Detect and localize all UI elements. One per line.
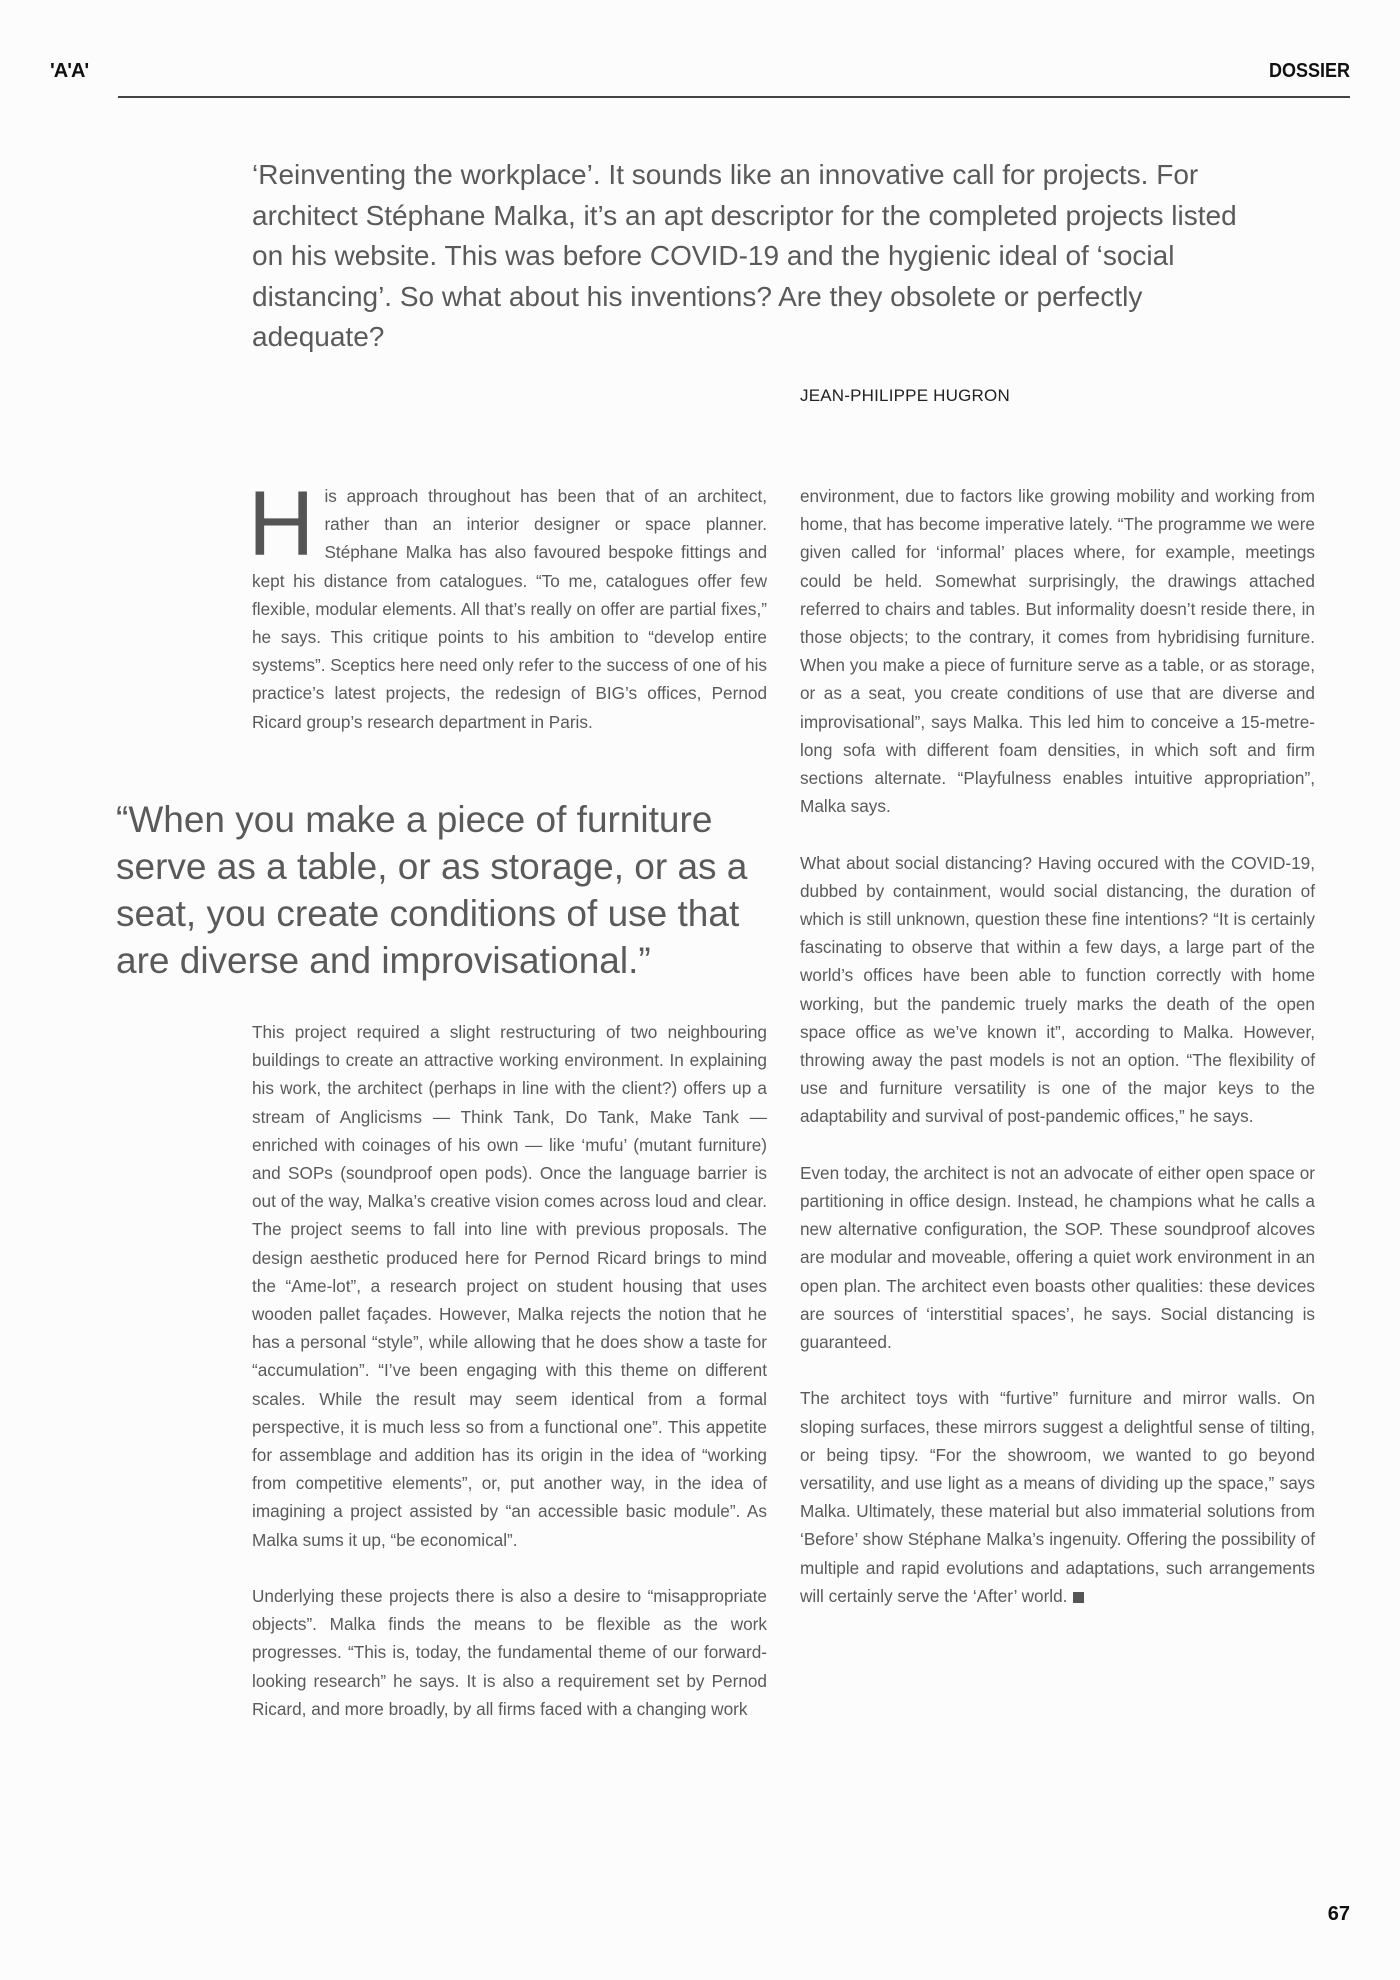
body-paragraph: environment, due to factors like growing mobility and working from home, that has become imperative lately. “The programme we were given called for ‘informal’ places where, for example, meetings could be held. Somewhat surprisingly, the drawings attached referred to chairs and tables. But informality doesn’t reside there, in those objects; to the contrary, it comes from hybridising furniture. When you make a piece of furniture serve as a table, or as storage, or as a seat, you create conditions of use that are diverse and improvisational”, says Malka. This led him to conceive a 15-metre-long sofa with different foam densities, in which soft and firm sections alternate. “Playfulness enables intuitive appropriation”, Malka says.	[800, 486, 1315, 817]
left-column-bottom	[252, 1018, 767, 1751]
body-paragraph: What about social distancing? Having occured with the COVID-19, dubbed by containment, would social distancing, the duration of which is still unknown, question these fine intentions? “It is certainly fascinating to observe that within a few days, a large part of the world’s offices have been able to function correctly with home working, but the pandemic truely marks the death of the open space office as we’ve known it”, according to Malka. However, throwing away the past models is not an option. “The flexibility of use and furniture versatility is one of the major keys to the adaptability and survival of post-pandemic offices,” he says.	[800, 852, 1315, 1127]
body-paragraph: Underlying these projects there is also a desire to “misappropriate objects”. Malka finds the means to be flexible as the work progresses. “This is, today, the fundamental theme of our forward-looking research” he says. It is also a requirement set by Pernod Ricard, and more broadly, by all firms faced with a changing work	[252, 1586, 767, 1719]
left-column-top	[248, 473, 767, 764]
page-number: 67	[1327, 1903, 1350, 1925]
body-paragraph	[248, 473, 767, 736]
right-column	[800, 482, 1315, 1638]
pull-quote: “When you make a piece of furniture serve as a table, or as storage, or as a seat, you create conditions of use that are diverse and improvisational.”	[116, 799, 748, 981]
article-intro	[252, 155, 1252, 358]
magazine-logo: 'A'A'	[50, 60, 89, 82]
paragraph-text: is approach throughout has been that of an architect, rather than an interior designer or space planner. Stéphane Malka has also favoured bespoke fittings and kept his distance from catalogues. “To me, catalogues offer few flexible, modular elements. All that’s really on offer are partial fixes,” he says. This critique points to his ambition to “develop entire systems”. Sceptics here need only refer to the success of one of his practice’s latest projects, the redesign of BIG’s offices, Pernod Ricard group’s research department in Paris.	[252, 486, 767, 732]
body-paragraph: This project required a slight restructuring of two neighbouring buildings to create an attractive working environment. In explaining his work, the architect (perhaps in line with the client?) offers up a stream of Anglicisms — Think Tank, Do Tank, Make Tank — enriched with coinages of his own — like ‘mufu’ (mutant furniture) and SOPs (soundproof open pods). Once the language barrier is out of the way, Malka’s creative vision comes across loud and clear. The project seems to fall into line with previous proposals. The design aesthetic produced here for Pernod Ricard brings to mind the “Ame-lot”, a research project on student housing that uses wooden pallet façades. However, Malka rejects the notion that he has a personal “style”, while allowing that he does show a taste for “accumulation”. “I’ve been engaging with this theme on different scales. While the result may seem identical from a formal perspective, it is much less so from a functional one”. This appetite for assemblage and addition has its origin in the idea of “working from competitive elements”, or, put another way, in the idea of imagining a project assisted by “an accessible basic module”. As Malka sums it up, “be economical”.	[252, 1022, 767, 1550]
body-paragraph: Even today, the architect is not an advocate of either open space or partitioning in office design. Instead, he champions what he calls a new alternative configuration, the SOP. These soundproof alcoves are modular and moveable, offering a quiet work environment in an open plan. The architect even boasts other qualities: these devices are sources of ‘interstitial spaces’, he says. Social distancing is guaranteed.	[800, 1162, 1315, 1353]
author-byline: JEAN-PHILIPPE HUGRON	[800, 386, 1010, 405]
intro-text: ‘Reinventing the workplace’. It sounds like an innovative call for projects. For architect Stéphane Malka, it’s an apt descriptor for the completed projects listed on his website. This was before COVID-19 and the hygienic ideal of ‘social distancing’. So what about his inventions? Are they obsolete or perfectly adequate?	[252, 159, 1237, 352]
end-mark-icon	[1073, 1592, 1084, 1603]
section-title: DOSSIER	[1268, 60, 1350, 82]
body-paragraph	[800, 1384, 1315, 1610]
drop-cap: H	[248, 473, 315, 575]
header-divider	[118, 96, 1350, 98]
paragraph-text: The architect toys with “furtive” furniture and mirror walls. On sloping surfaces, these mirrors suggest a delightful sense of tilting, or being tipsy. “For the showroom, we wanted to go beyond versatility, and use light as a means of dividing up the space,” says Malka. Ultimately, these material but also immaterial solutions from ‘Before’ show Stéphane Malka’s ingenuity. Offering the possibility of multiple and rapid evolutions and adaptations, such arrangements will certainly serve the ‘After’ world.	[800, 1388, 1315, 1606]
